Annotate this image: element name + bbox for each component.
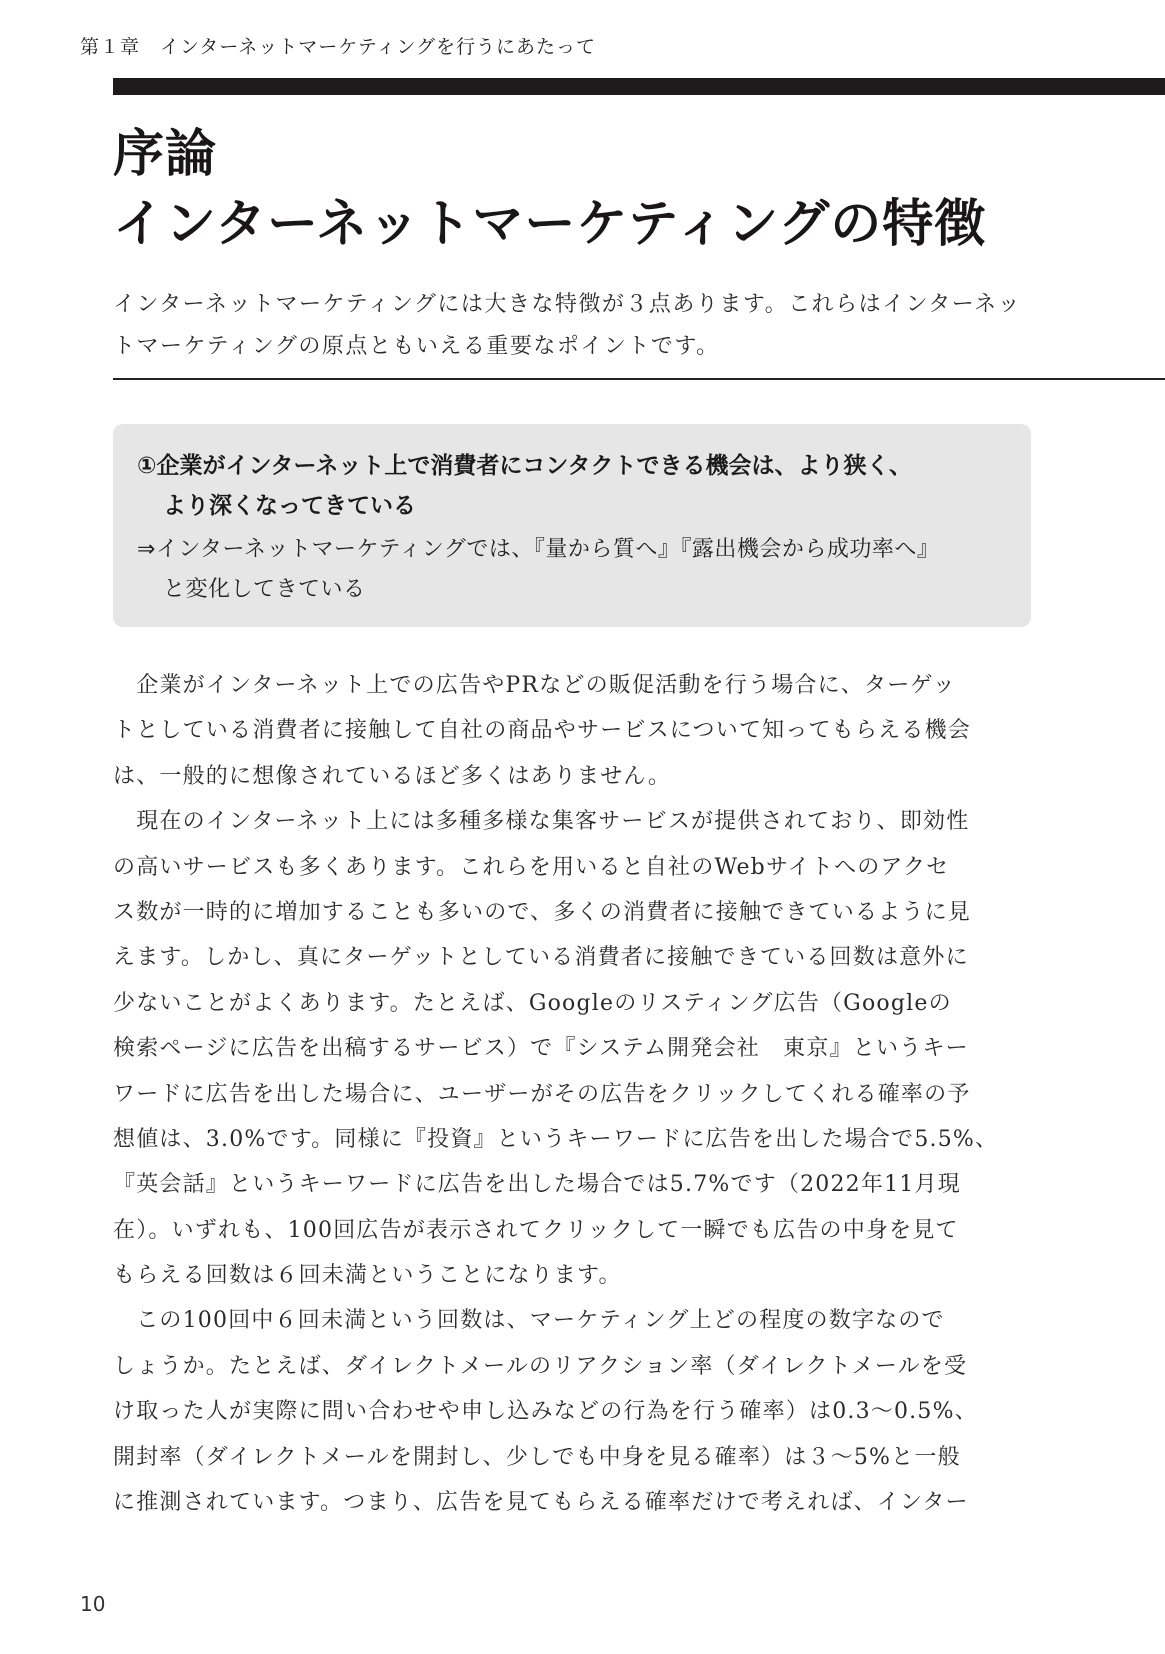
body-line: の高いサービスも多くあります。これらを用いると自社のWebサイトへのアクセ [113,854,950,880]
body-line: この100回中６回未満という回数は、マーケティング上どの程度の数字なので [113,1308,945,1334]
chapter-title-line1: 序論 [113,125,218,184]
body-line: トとしている消費者に接触して自社の商品やサービスについて知ってもらえる機会 [113,718,971,744]
key-point-result-line1: ⇒インターネットマーケティングでは、『量から質へ』『露出機会から成功率へ』 [137,537,940,562]
lead-line2: トマーケティングの原点ともいえる重要なポイントです。 [113,334,720,359]
body-line: もらえる回数は６回未満ということになります。 [113,1263,622,1289]
chapter-title-line2: インターネットマーケティングの特徴 [113,195,987,254]
body-line: 開封率（ダイレクトメールを開封し、少しでも中身を見る確率）は３～5%と一般 [113,1444,961,1470]
key-point-result-line2: と変化してきている [163,577,366,602]
body-line: ス数が一時的に増加することも多いので、多くの消費者に接触できているように見 [113,899,971,925]
key-point-heading-line2: より深くなってきている [163,493,416,519]
header-rule [113,78,1165,95]
running-header: 第１章 インターネットマーケティングを行うにあたって [80,36,597,58]
body-line: 想値は、3.0%です。同様に『投資』というキーワードに広告を出した場合で5.5%、 [113,1126,999,1152]
body-line: 在）。いずれも、100回広告が表示されてクリックして一瞬でも広告の中身を見て [113,1217,959,1243]
body-line: は、一般的に想像されているほど多くはありません。 [113,763,672,789]
body-line: け取った人が実際に問い合わせや申し込みなどの行為を行う確率）は0.3～0.5%、 [113,1399,978,1425]
page-number: 10 [80,1592,106,1616]
key-point-heading [137,446,1031,526]
body-line: 少ないことがよくあります。たとえば、Googleのリスティング広告（Googleの [113,990,952,1016]
lead-line1: インターネットマーケティングには大きな特徴が３点あります。これらはインターネッ [113,292,1022,317]
key-point-result [137,530,1031,610]
body-line: 検索ページに広告を出稿するサービス）で『システム開発会社 東京』というキー [113,1036,969,1062]
chapter-title [113,120,1113,260]
body-line: えます。しかし、真にターゲットとしている消費者に接触できている回数は意外に [113,945,969,971]
lead-divider [113,378,1165,380]
body-text [113,663,1033,1525]
body-line: 『英会話』というキーワードに広告を出した場合では5.7%です（2022年11月現 [113,1172,961,1198]
body-line: 企業がインターネット上での広告やPRなどの販促活動を行う場合に、ターゲッ [113,673,956,698]
key-point-box [113,424,1031,627]
body-line: しょうか。たとえば、ダイレクトメールのリアクション率（ダイレクトメールを受 [113,1353,968,1379]
body-line: 現在のインターネット上には多種多様な集客サービスが提供されており、即効性 [113,809,970,835]
lead-paragraph [113,284,1033,368]
key-point-heading-line1: ①企業がインターネット上で消費者にコンタクトできる機会は、より狭く、 [137,453,913,479]
body-line: に推測されています。つまり、広告を見てもらえる確率だけで考えれば、インター [113,1490,969,1516]
body-line: ワードに広告を出した場合に、ユーザーがその広告をクリックしてくれる確率の予 [113,1081,971,1107]
